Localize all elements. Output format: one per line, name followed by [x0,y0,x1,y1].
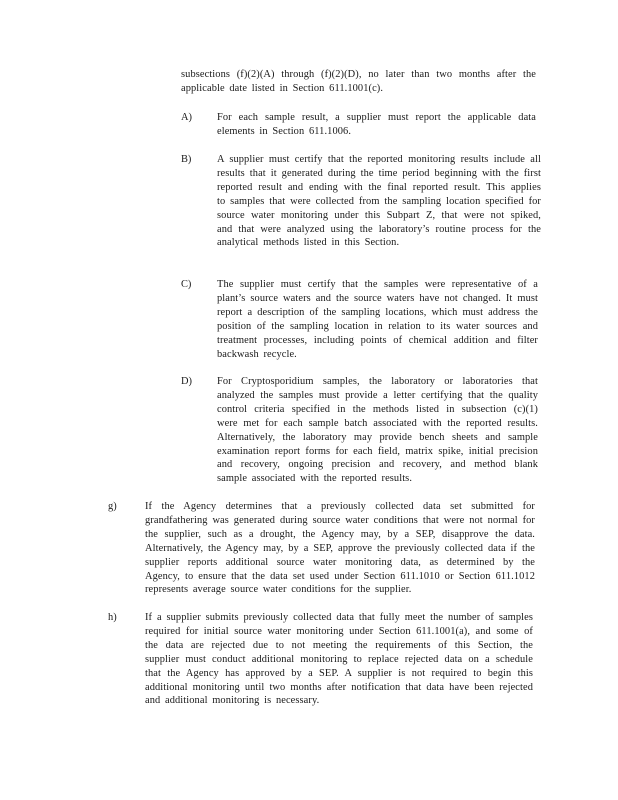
subitem-c-text: The supplier must certify that the samples were representative of a plant’s source waters and the source waters have not changed. It must report a description of the sampling locations, which must address the position of the sampling location in relation to its water sources and treatment processes, including points of chemical addition and filter backwash recycle. [217,279,538,360]
subitem-a-text: For each sample result, a supplier must report the applicable data elements in Section 611.1006. [217,112,536,137]
item-h-marker: h) [108,612,117,623]
intro-paragraph: subsections (f)(2)(A) through (f)(2)(D), no later than two months after the applicable date listed in Section 611.1001(c). [181,69,536,94]
item-g-text: If the Agency determines that a previously collected data set submitted for grandfathering was generated during source water conditions that were not normal for the supplier, such as a drought, the Agency may, by a SEP, disapprove the data. Alternatively, the Agency may, by a SEP, approve the previously collected data if the supplier reports additional source water monitoring data, as determined by the Agency, to ensure that the data set used under Section 611.1010 or Section 611.1012 represents average source water conditions for the supplier. [145,501,535,596]
subitem-b-text: A supplier must certify that the reported monitoring results include all results that it generated during the time period beginning with the first reported result and ending with the final reported result. This applies to samples that were collected from the sampling location specified for source water monitoring under this Subpart Z, that were not spiked, and that were analyzed using the laboratory’s routine process for the analytical methods listed in this Section. [217,154,541,249]
subitem-d-text: For Cryptosporidium samples, the laboratory or laboratories that analyzed the samples must provide a letter certifying that the quality control criteria specified in the methods listed in subsection (c)(1) were met for each sample batch associated with the reported results. Alternatively, the laboratory may provide bench sheets and sample examination report forms for each field, matrix spike, initial precision and recovery, ongoing precision and recovery, and method blank sample associated with the reported results. [217,376,538,485]
subitem-b-marker: B) [181,154,192,165]
subitem-c-marker: C) [181,279,192,290]
item-g-marker: g) [108,501,117,512]
subitem-a-marker: A) [181,112,192,123]
item-h-text: If a supplier submits previously collected data that fully meet the number of samples required for initial source water monitoring under Section 611.1001(a), and some of the data are rejected due to not meeting the requirements of this Section, the supplier must conduct additional monitoring to replace rejected data on a schedule that the Agency has approved by a SEP. A supplier is not required to begin this additional monitoring until two months after notification that data have been rejected and additional monitoring is necessary. [145,612,533,707]
subitem-d-marker: D) [181,376,192,387]
